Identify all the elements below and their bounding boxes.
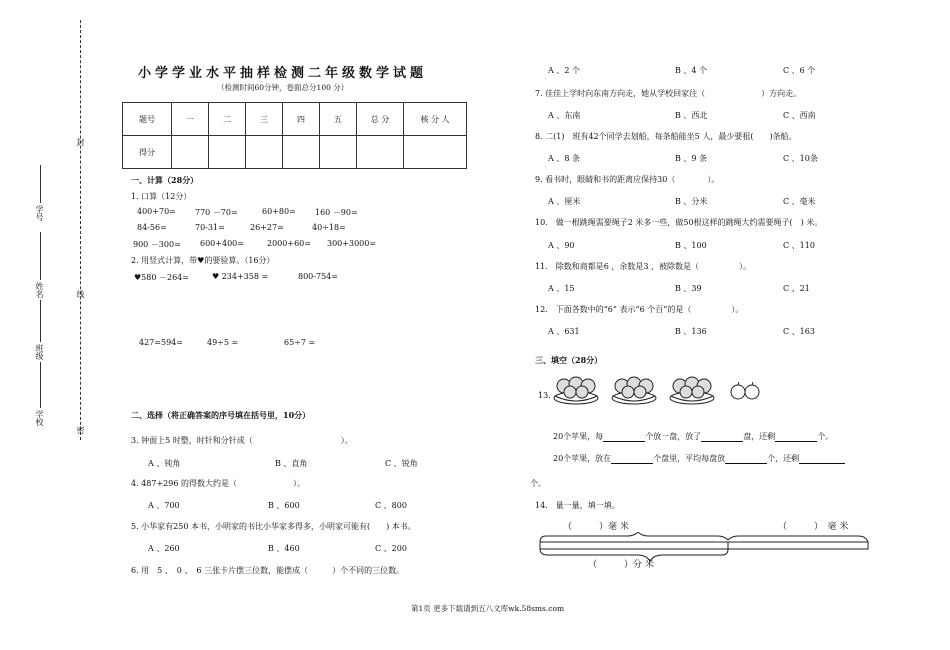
margin-student-id-label: 学号	[35, 205, 44, 221]
answer-blank[interactable]	[725, 454, 767, 464]
option: A 、260	[148, 544, 180, 553]
margin-class-label: 班级	[35, 344, 44, 360]
option: A 、8 条	[548, 154, 580, 163]
q13-text: 个，还剩	[767, 454, 800, 463]
oral-item: 300+3000=	[327, 239, 377, 248]
binding-line	[80, 20, 81, 440]
option: A 、东南	[548, 111, 581, 120]
oral-item: 40÷18=	[312, 223, 346, 232]
margin-school-line	[40, 362, 42, 408]
score-cell: 一	[172, 103, 209, 136]
option: B 、分米	[675, 197, 708, 206]
oral-item: 400+70=	[137, 207, 176, 216]
option: B 、直角	[275, 459, 308, 468]
score-cell: 得分	[123, 136, 172, 169]
option: A 、15	[548, 284, 575, 293]
score-cell: 五	[320, 103, 357, 136]
margin-class-line	[40, 300, 42, 342]
option: C 、西南	[783, 111, 816, 120]
option: B 、9 条	[675, 154, 708, 163]
option: C 、800	[375, 501, 407, 510]
option: B 、4 个	[675, 66, 708, 75]
ruler-bar	[540, 542, 868, 549]
oral-item: 2000+60=	[267, 239, 311, 248]
option: C 、毫米	[783, 197, 816, 206]
option: B 、100	[675, 241, 707, 250]
option: B 、39	[675, 284, 702, 293]
answer-blank[interactable]	[701, 432, 743, 442]
q13-line2	[553, 453, 845, 464]
vertical-item: ♥580 －264=	[134, 273, 189, 282]
oral-item: 26+27=	[250, 223, 284, 232]
score-table-score-row	[123, 136, 467, 169]
margin-line: 线	[76, 290, 85, 298]
option: B 、136	[675, 327, 707, 336]
top-brace-left	[540, 532, 728, 542]
vertical-item: 800-754=	[298, 272, 338, 281]
score-cell[interactable]	[404, 136, 467, 169]
oral-item: 160 －90=	[315, 208, 358, 217]
apple-plates-illustration	[552, 372, 772, 406]
q13-text: 个。	[817, 432, 834, 441]
option: C 、21	[783, 284, 810, 293]
oral-item: 600+400=	[200, 239, 244, 248]
oral-item: 60+80=	[262, 207, 296, 216]
option: A 、厘米	[548, 197, 581, 206]
vertical-item: 49÷5 =	[207, 338, 239, 347]
score-cell: 题号	[123, 103, 172, 136]
question-13-number: 13.	[538, 391, 551, 400]
question-14: 14. 量一量，填一填。	[535, 501, 620, 510]
option: C 、锐角	[385, 459, 418, 468]
q13-text: 20个苹果，放在	[553, 454, 612, 463]
ruler-label-c: （ ）分 米	[588, 560, 654, 570]
plate-with-apples-icon	[670, 377, 714, 404]
q13-line3: 个。	[530, 479, 546, 488]
answer-blank[interactable]	[775, 432, 817, 442]
option: B 、600	[268, 501, 300, 510]
loose-apples-icon	[731, 382, 759, 399]
answer-blank[interactable]	[603, 432, 645, 442]
option: C 、200	[375, 544, 407, 553]
score-cell: 二	[209, 103, 246, 136]
answer-blank[interactable]	[611, 454, 653, 464]
option: C 、10条	[783, 154, 818, 163]
question-7: 7. 佳佳上学时向东南方向走，她从学校回家往（ ）方向走。	[535, 89, 802, 98]
margin-name-line	[40, 232, 42, 280]
margin-secret: 密	[76, 426, 85, 434]
section1-sub1: 1. 口算（12分）	[131, 192, 192, 201]
page-footer: 第1页 更多下载请到五八文库wk.58sms.com	[411, 604, 565, 613]
option: A 、90	[548, 241, 575, 250]
option: B 、西北	[675, 111, 708, 120]
margin-school-label: 学校	[35, 410, 44, 426]
section3-heading: 三、填空（28分）	[535, 355, 603, 365]
vertical-item: ♥ 234+358 =	[212, 272, 269, 281]
score-cell: 三	[246, 103, 283, 136]
score-cell: 总 分	[357, 103, 404, 136]
vertical-item: 427=594=	[139, 338, 183, 347]
score-cell[interactable]	[246, 136, 283, 169]
option: A 、2 个	[548, 66, 580, 75]
oral-item: 84-56=	[137, 223, 167, 232]
score-cell[interactable]	[209, 136, 246, 169]
option: B 、460	[268, 544, 300, 553]
question-12: 12. 下面各数中的“6” 表示“6 个百”的是（ ）。	[535, 305, 744, 314]
score-table	[122, 102, 467, 169]
question-3: 3. 钟面上5 时整，时针和分针成（ ）。	[131, 436, 353, 445]
oral-item: 900 －300=	[133, 240, 181, 249]
top-brace-right	[728, 536, 868, 542]
score-cell: 四	[283, 103, 320, 136]
question-10: 10. 做一根跳绳需要绳子2 米多一些，做50根这样的跳绳大约需要绳子( ) 米。	[535, 218, 823, 227]
score-table-header-row	[123, 103, 467, 136]
ruler-label-a: （ ）毫 米	[563, 522, 629, 532]
margin-student-id-line	[40, 165, 42, 203]
oral-item: 770 －70=	[195, 208, 238, 217]
score-cell: 核 分 人	[404, 103, 467, 136]
margin-seal: 封	[76, 138, 85, 146]
ruler-label-b: （ ） 毫 米	[778, 522, 849, 532]
question-4: 4. 487+296 的得数大约是（ ）。	[131, 479, 305, 488]
answer-blank[interactable]	[799, 454, 845, 464]
question-11: 11. 除数和商都是6 ，余数是3 ，被除数是（ ）。	[535, 262, 751, 271]
oral-item: 70-31=	[195, 223, 225, 232]
option: A 、钝角	[148, 459, 181, 468]
q13-text: 盘，还剩	[743, 432, 776, 441]
question-8: 8. 二(1) 班有42个同学去划船，每条船能坐5 人，最少要租( )条船。	[535, 132, 797, 141]
score-cell[interactable]	[357, 136, 404, 169]
margin-name-label: 姓名	[35, 282, 44, 298]
score-cell[interactable]	[283, 136, 320, 169]
plate-with-apples-icon	[554, 377, 598, 404]
question-9: 9. 看书时，眼睛和书的距离应保持30（ ）。	[535, 175, 720, 184]
option: C 、110	[783, 241, 815, 250]
page-subtitle: （检测时间60分钟，卷面总分100 分）	[217, 83, 349, 92]
q13-text: 个放一盘，放了	[645, 432, 702, 441]
option: C 、163	[783, 327, 815, 336]
q13-text: 个盘里，平均每盘放	[653, 454, 726, 463]
question-6: 6. 用 5 、 0 、 6 三张卡片摆三位数，能摆成（ ）个不同的三位数。	[131, 566, 405, 575]
vertical-item: 65÷7 =	[284, 338, 316, 347]
section1-heading: 一、计算（28分）	[131, 175, 199, 185]
option: A 、631	[548, 327, 580, 336]
option: A 、700	[148, 501, 180, 510]
score-cell[interactable]	[172, 136, 209, 169]
plate-with-apples-icon	[612, 377, 656, 404]
page-title: 小学学业水平抽样检测二年级数学试题	[138, 66, 428, 81]
question-5: 5. 小华家有250 本书，小明家的书比小华家多得多，小明家可能有( ) 本书。	[131, 522, 416, 531]
q13-line1	[553, 431, 833, 442]
section2-heading: 二、选择（将正确答案的序号填在括号里，10分）	[131, 410, 311, 420]
score-cell[interactable]	[320, 136, 357, 169]
q13-text: 20个苹果，每	[553, 432, 604, 441]
option: C 、6 个	[783, 66, 816, 75]
section1-sub2: 2. 用竖式计算，带♥的要验算。（16分）	[131, 256, 275, 265]
